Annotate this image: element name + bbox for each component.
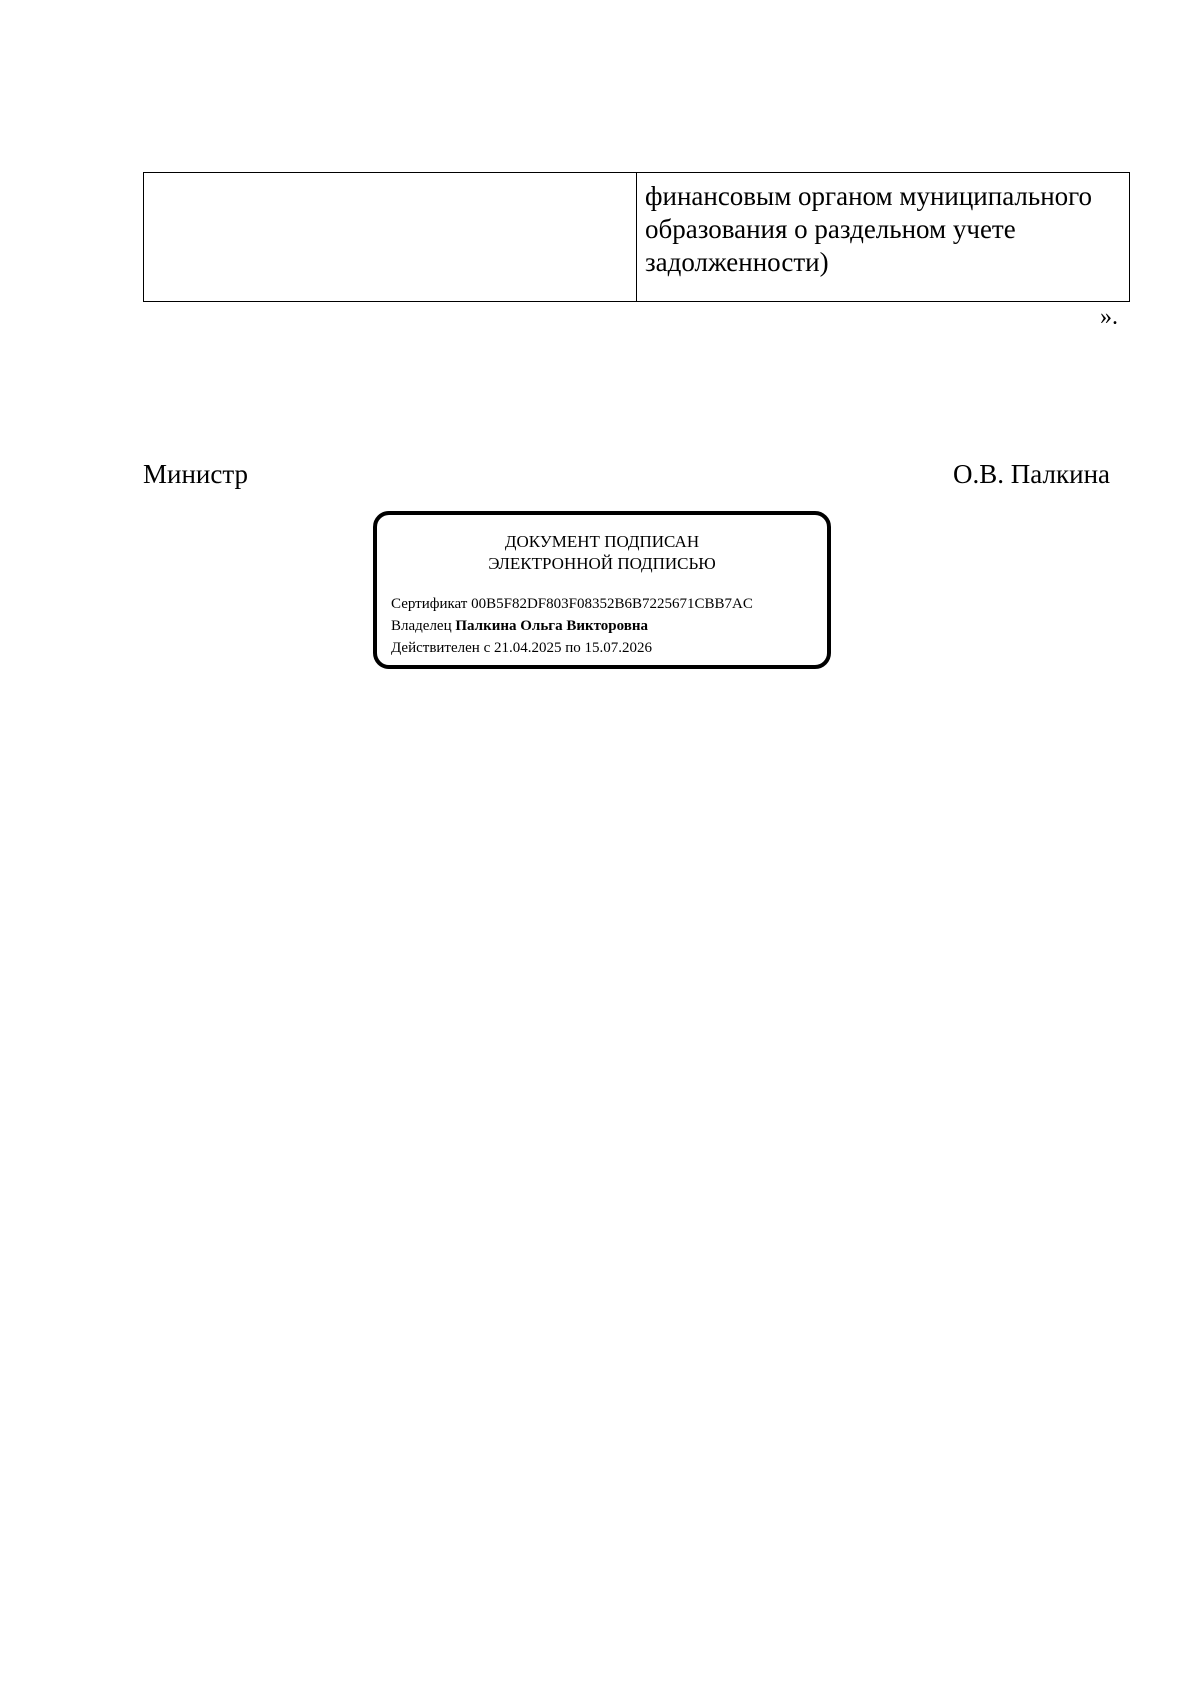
valid-label: Действителен [391,640,480,656]
continuation-table [143,172,1130,302]
valid-from-prefix: с [483,640,491,656]
signatory-name: О.В. Палкина [953,459,1110,489]
stamp-owner-line [391,616,648,636]
valid-to-prefix: по [565,640,581,656]
certificate-value: 00B5F82DF803F08352B6B7225671CBB7AC [471,596,753,612]
table-cell-right: финансовым органом муниципального образования о раздельном учете задолженности) [645,181,1093,277]
table-cell-left [144,173,637,301]
certificate-label: Сертификат [391,596,468,612]
closing-quote: ». [1100,304,1118,330]
valid-from-date: 21.04.2025 [493,640,562,656]
owner-label: Владелец [391,618,452,634]
stamp-validity-line [391,638,652,658]
stamp-certificate-line [391,594,753,614]
stamp-header [377,531,827,575]
owner-value: Палкина Ольга Викторовна [455,618,649,634]
valid-to-date: 15.07.2026 [584,640,653,656]
stamp-header-line2: ЭЛЕКТРОННОЙ ПОДПИСЬЮ [488,554,716,573]
stamp-header-line1: ДОКУМЕНТ ПОДПИСАН [504,532,700,551]
signatory-title: Министр [143,459,248,489]
electronic-signature-stamp [373,511,831,669]
